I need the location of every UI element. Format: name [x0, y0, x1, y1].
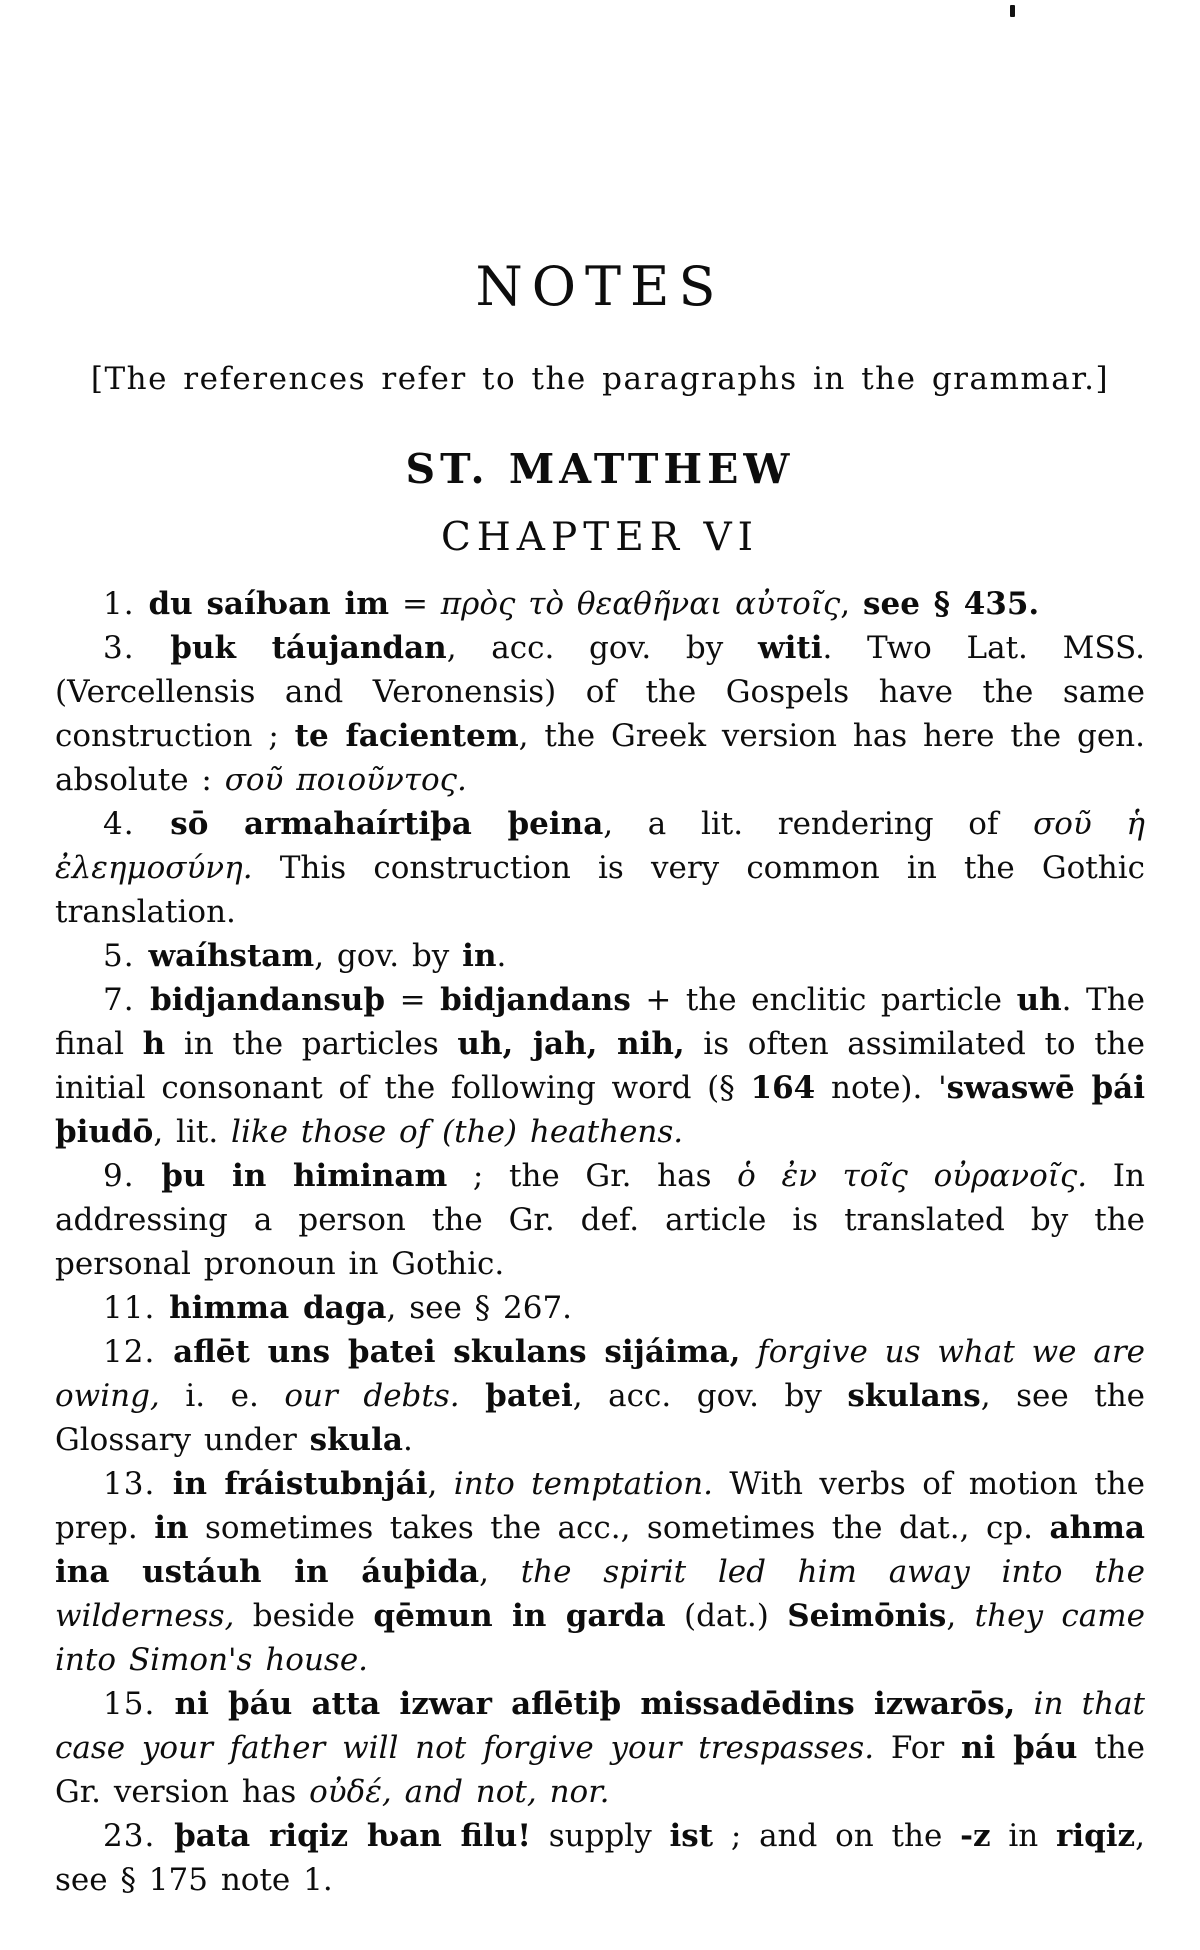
gothic-term: þata riqiz ƕan filu! [174, 1818, 531, 1854]
note-text: = [385, 982, 441, 1018]
gothic-term: ni þáu [961, 1730, 1078, 1766]
gothic-term: ist [669, 1818, 714, 1854]
note-text: supply [530, 1818, 670, 1854]
greek-text: πρὸς τὸ θεαθῆναι αὐτοῖς [440, 586, 841, 622]
note-paragraph [55, 1814, 1145, 1902]
note-text: i. e. [159, 1378, 285, 1414]
note-paragraph [55, 978, 1145, 1154]
gothic-term: riqiz [1056, 1818, 1136, 1854]
gothic-term: in [154, 1510, 189, 1546]
note-text: , see the Glossary under [55, 1378, 1146, 1458]
gothic-term: uh, jah, nih, [457, 1026, 685, 1062]
ink-speck [1010, 5, 1015, 17]
note-text [740, 1334, 757, 1370]
note-number: 9. [103, 1158, 162, 1194]
note-number: 23. [103, 1818, 175, 1854]
note-paragraph [55, 802, 1145, 934]
gothic-term: swaswē þái þiudō [55, 1070, 1145, 1150]
gothic-term: ni þáu atta izwar aflētiþ missadēdins izwarōs, [174, 1686, 1016, 1722]
note-paragraph [55, 1286, 1145, 1330]
note-paragraph [55, 934, 1145, 978]
gothic-term: see § 435. [863, 586, 1040, 622]
gothic-term: te facientem [294, 718, 519, 754]
section-heading: ST. MATTHEW [405, 445, 795, 493]
note-number: 13. [103, 1466, 173, 1502]
note-number: 11. [103, 1290, 170, 1326]
gothic-term: ahma ina ustáuh in áuþida [55, 1510, 1145, 1590]
note-number: 12. [103, 1334, 174, 1370]
gothic-term: sō armahaírtiþa þeina [170, 806, 604, 842]
note-number: 3. [103, 630, 171, 666]
note-text: = [389, 586, 441, 622]
note-text: + the enclitic particle [630, 982, 1017, 1018]
gothic-term: in [462, 938, 497, 974]
gothic-term: skulans [847, 1378, 981, 1414]
note-text: , [946, 1598, 975, 1634]
note-text: , [427, 1466, 454, 1502]
note-paragraph [55, 582, 1145, 626]
gothic-term: bidjandansuþ [150, 982, 386, 1018]
note-paragraph [55, 1462, 1145, 1682]
note-text: In addressing a person the Gr. def. article is translated by the personal pronoun in Gothic. [55, 1158, 1145, 1282]
gothic-term: bidjandans [440, 982, 631, 1018]
gothic-term: waíhstam [148, 938, 315, 974]
note-text: This construction is very common in the Gothic translation. [55, 850, 1145, 930]
gothic-term: þu in himinam [161, 1158, 448, 1194]
note-text: the Gr. version has [55, 1730, 1145, 1810]
note-text: . [402, 1422, 413, 1458]
note-text: . Two Lat. MSS. (Vercellensis and Veronensis) of the Gospels have the same construction ; [55, 630, 1145, 754]
note-number: 4. [103, 806, 171, 842]
note-text: , acc. gov. by [572, 1378, 848, 1414]
note-text: in the particles [165, 1026, 458, 1062]
note-paragraph [55, 626, 1145, 802]
chapter-heading: CHAPTER VI [440, 515, 760, 560]
note-text: , gov. by [314, 938, 463, 974]
gothic-term: h [142, 1026, 166, 1062]
gothic-term: þatei [485, 1378, 573, 1414]
gothic-term: Seimōnis [787, 1598, 947, 1634]
note-text: , acc. gov. by [446, 630, 758, 666]
gothic-term: himma daga [169, 1290, 387, 1326]
note-text: . The final [55, 982, 1146, 1062]
note-number: 1. [103, 586, 149, 622]
translation-text: into temptation. [453, 1466, 713, 1502]
note-number: 7. [103, 982, 151, 1018]
note-text: , a lit. rendering of [603, 806, 1034, 842]
note-text: ; the Gr. has [447, 1158, 738, 1194]
note-text: (dat.) [665, 1598, 788, 1634]
greek-text: ὁ ἐν τοῖς οὐρανοῖς. [737, 1158, 1088, 1194]
note-paragraph [55, 1330, 1145, 1462]
note-text [1015, 1686, 1033, 1722]
note-number: 15. [103, 1686, 175, 1722]
note-paragraph [55, 1154, 1145, 1286]
translation-text: the spirit led him away into the wilderness, [55, 1554, 1145, 1634]
gothic-term: aflēt uns þatei skulans sijáima, [173, 1334, 741, 1370]
gothic-term: uh [1016, 982, 1062, 1018]
gothic-term: -z [960, 1818, 991, 1854]
gothic-term: þuk táujandan [170, 630, 447, 666]
note-text: , the Greek version has here the gen. absolute : [55, 718, 1145, 798]
gothic-term: qēmun in garda [373, 1598, 666, 1634]
translation-text: in that case your father will not forgive your trespasses. [55, 1686, 1146, 1766]
note-text: , [840, 586, 864, 622]
greek-text: σοῦ ἡ ἐλεημοσύνη. [55, 806, 1145, 886]
translation-text: and not, nor. [404, 1774, 610, 1810]
note-text: ; and on the [713, 1818, 961, 1854]
page-title: NOTES [475, 255, 725, 318]
note-text: in [990, 1818, 1056, 1854]
gothic-term: 164 [750, 1070, 816, 1106]
gothic-term: witi [757, 630, 823, 666]
gothic-term: in fráistubnjái [172, 1466, 428, 1502]
note-text: With verbs of motion the prep. [55, 1466, 1145, 1546]
note-text: , [479, 1554, 521, 1590]
note-text: sometimes takes the acc., sometimes the dat., cp. [188, 1510, 1050, 1546]
note-number: 5. [103, 938, 149, 974]
note-text: , see § 175 note 1. [55, 1818, 1146, 1898]
reference-note: [The references refer to the paragraphs in the grammar.] [90, 361, 1110, 397]
note-text: note). ' [815, 1070, 947, 1106]
note-text: beside [234, 1598, 374, 1634]
note-paragraph [55, 1682, 1145, 1814]
gothic-term: skula [309, 1422, 403, 1458]
greek-text: οὐδέ, [309, 1774, 392, 1810]
note-text [460, 1378, 486, 1414]
note-text: . [496, 938, 507, 974]
notes-body [55, 582, 1145, 1902]
translation-text: they came into Simon's house. [55, 1598, 1145, 1678]
note-text: For [874, 1730, 962, 1766]
note-text: , see § 267. [386, 1290, 573, 1326]
translation-text: like those of (the) heathens. [231, 1114, 684, 1150]
greek-text: σοῦ ποιοῦντος. [224, 762, 467, 798]
note-text: is often assimilated to the initial consonant of the following word (§ [55, 1026, 1145, 1106]
note-text [392, 1774, 405, 1810]
gothic-term: du saíƕan im [148, 586, 390, 622]
translation-text: our debts. [284, 1378, 460, 1414]
translation-text: forgive us what we are owing, [55, 1334, 1145, 1414]
note-text: , lit. [153, 1114, 232, 1150]
